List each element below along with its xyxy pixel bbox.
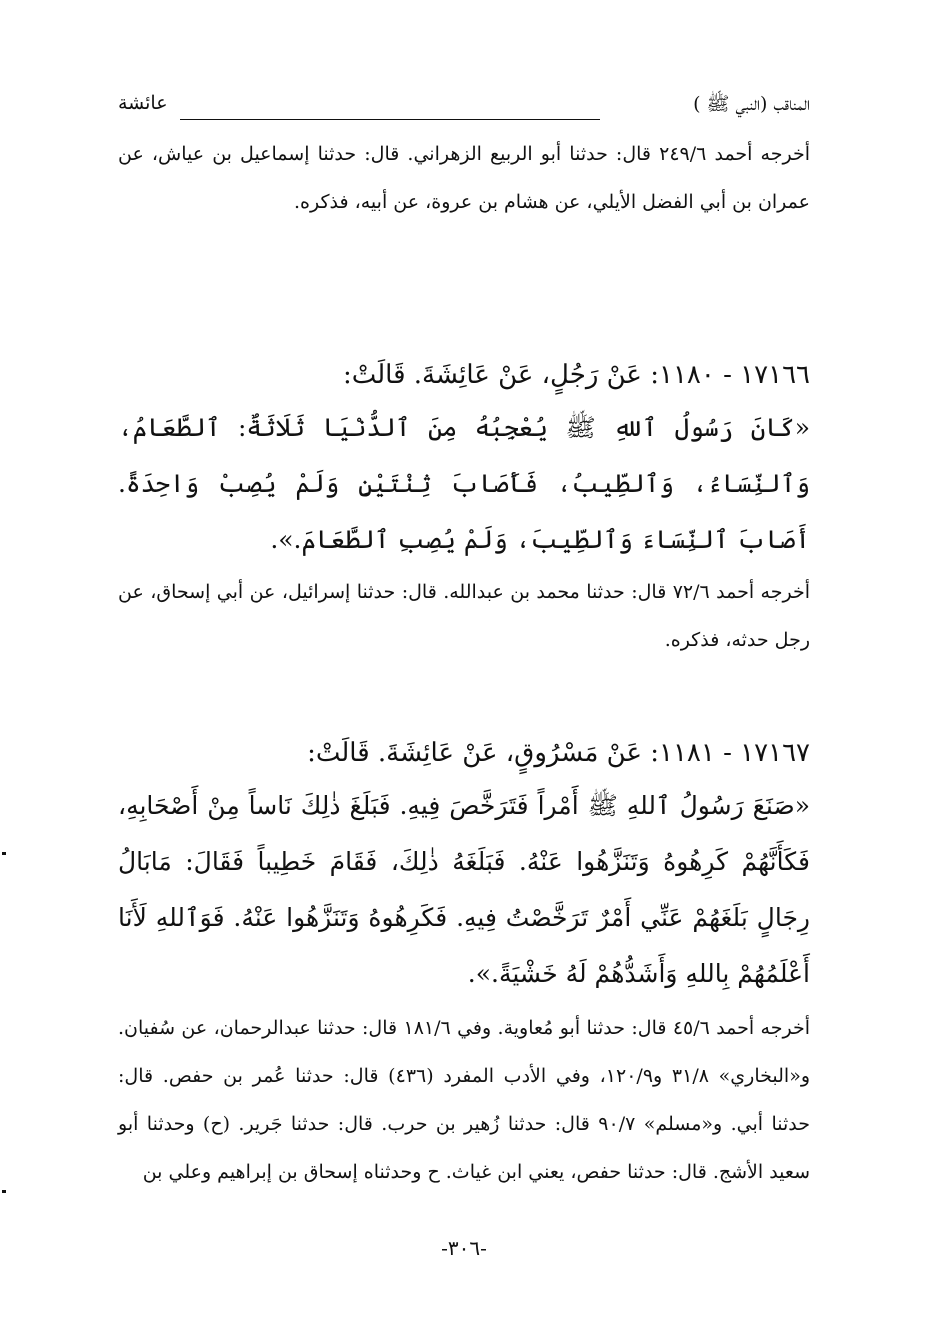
running-title: عائشة — [118, 92, 168, 114]
header-rule — [180, 119, 600, 120]
hadith-1180-title: ١٧١٦٦ - ١١٨٠: عَنْ رَجُلٍ، عَنْ عَائِشَةَ. قَالَتْ: — [342, 360, 810, 390]
hadith-1180-text: «كَانَ رَسُولُ ٱللهِ ﷺ يُعْجِبُهُ مِنَ ٱلدُّنْيَا ثَلَاثَةٌ: ٱلطَّعَامُ، وَٱلنِّسَاءُ، وَٱلطِّيبُ، فَأَصَابَ ثِنْتَيْنِ وَلَمْ يُصِبْ وَاحِدَةً. أَصَابَ ٱلنِّسَاءَ وَٱلطِّيبَ، وَلَمْ يُصِبِ ٱلطَّعَامَ.». — [118, 413, 810, 554]
hadith-1181-source-note: أخرجه أحمد ٤٥/٦ قال: حدثنا أبو مُعاوية. وفي ١٨١/٦ قال: حدثنا عبدالرحمان، عن سُفيان. و«البخاري» ٣١/٨ و١٢٠/٩، وفي الأدب المفرد (٤٣٦) قال: حدثنا عُمر بن حفص. قال: حدثنا أبي. و«مسلم» ٩٠/٧ قال: حدثنا زُهير بن حرب. قال: حدثنا جَرير. (ح) وحدثنا أبو سعيد الأشج. قال: حدثنا حفص، يعني ابن غياث. ح وحدثناه إسحاق بن إبراهيم وعلي بن — [118, 1017, 811, 1183]
section-title: المناقب (النبي ﷺ ) — [693, 93, 810, 115]
running-header — [118, 92, 810, 126]
hadith-1181-text: «صَنَعَ رَسُولُ ٱللهِ ﷺ أَمْراً فَتَرَخَّصَ فِيهِ. فَبَلَغَ ذٰلِكَ نَاساً مِنْ أَصْحَابِهِ، فَكَأَنَّهُمْ كَرِهُوهُ وَتَنَزَّهُوا عَنْهُ. فَبَلَغَهُ ذٰلِكَ، فَقَامَ خَطِيباً فَقَالَ: مَابَالُ رِجَالٍ بَلَغَهُمْ عَنِّي أَمْرٌ تَرَخَّصْتُ فِيهِ. فَكَرِهُوهُ وَتَنَزَّهُوا عَنْهُ. فَوَٱللهِ لَأَنَا أَعْلَمُهُمْ بِاللهِ وَأَشَدُّهُمْ لَهُ خَشْيَةً.». — [118, 791, 810, 988]
intro-source-note: أخرجه أحمد ٢٤٩/٦ قال: حدثنا أبو الربيع الزهراني. قال: حدثنا إسماعيل بن عياش، عن عمران بن أبي الفضل الأيلي، عن هشام بن عروة، عن أبيه، فذكره. — [118, 143, 810, 213]
margin-mark — [2, 1190, 6, 1193]
margin-mark — [2, 852, 6, 855]
page-number: -٣٠٦- — [441, 1236, 487, 1260]
hadith-1181-title: ١٧١٦٧ - ١١٨١: عَنْ مَسْرُوقٍ، عَنْ عَائِشَةَ. قَالَتْ: — [307, 738, 810, 768]
hadith-1180-source-note: أخرجه أحمد ٧٢/٦ قال: حدثنا محمد بن عبدالله. قال: حدثنا إسرائيل، عن أبي إسحاق، عن رجل حدثه، فذكره. — [118, 581, 810, 651]
